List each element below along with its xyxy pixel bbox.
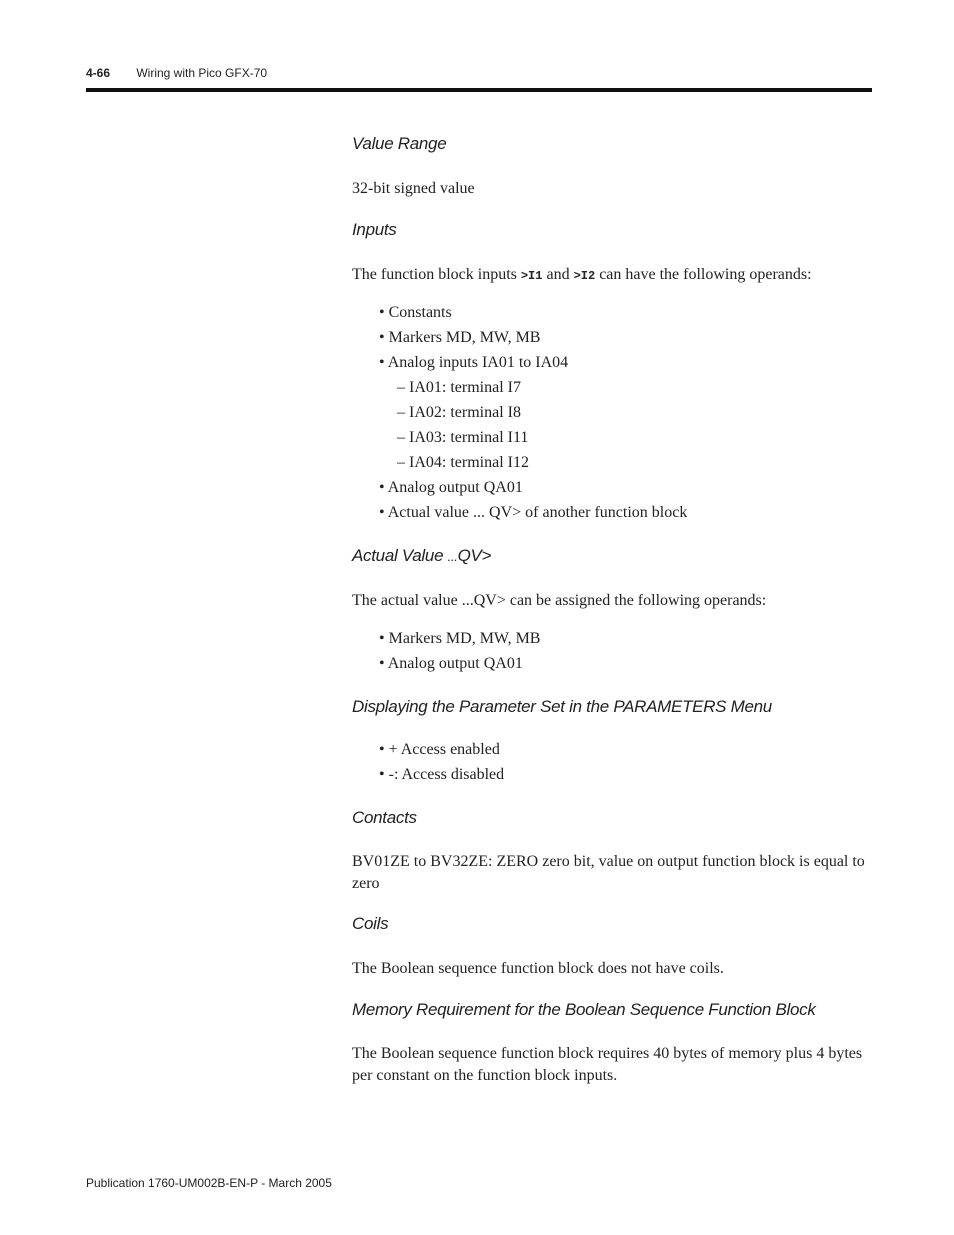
input-code-i1: >I1: [520, 269, 543, 283]
input-code-i2: >I2: [573, 269, 596, 283]
page-header: [86, 66, 267, 80]
list-item: • Constants: [379, 304, 452, 321]
header-rule: [86, 88, 872, 92]
section-heading-contacts: Contacts: [352, 808, 417, 827]
bullet-icon: •: [379, 504, 385, 521]
sub-list-item: – IA03: terminal I11: [397, 429, 529, 446]
page-number: 4-66: [86, 66, 111, 80]
inputs-intro-b: and: [542, 266, 574, 283]
bullet-icon: •: [379, 655, 385, 672]
sub-list-item: – IA01: terminal I7: [397, 379, 521, 396]
coils-text: The Boolean sequence function block does not have coils.: [352, 960, 724, 977]
dash-icon: –: [397, 379, 405, 396]
memory-text: The Boolean sequence function block requires 40 bytes of memory plus 4 bytes per constant on the function block inputs.: [352, 1045, 863, 1084]
section-heading-coils: Coils: [352, 914, 389, 933]
dash-icon: –: [397, 429, 405, 446]
inputs-intro: [352, 264, 812, 287]
section-heading-inputs: Inputs: [352, 220, 397, 239]
list-item: • -: Access disabled: [379, 766, 505, 783]
section-heading-value-range: Value Range: [352, 134, 447, 153]
chapter-title: Wiring with Pico GFX-70: [136, 66, 268, 80]
list-item: • + Access enabled: [379, 741, 500, 758]
actual-value-text: The actual value ...QV> can be assigned the following operands:: [352, 592, 767, 609]
inputs-intro-c: can have the following operands:: [595, 266, 812, 283]
list-item: • Analog output QA01: [379, 655, 523, 672]
bullet-icon: •: [379, 766, 385, 783]
dash-icon: –: [397, 454, 405, 471]
dash-icon: –: [397, 404, 405, 421]
value-range-text: 32-bit signed value: [352, 180, 475, 197]
contacts-text: BV01ZE to BV32ZE: ZERO zero bit, value on output function block is equal to zero: [352, 853, 865, 892]
sub-list-item: – IA04: terminal I12: [397, 454, 529, 471]
sub-list-item: – IA02: terminal I8: [397, 404, 521, 421]
bullet-icon: •: [379, 741, 385, 758]
bullet-icon: •: [379, 329, 385, 346]
section-heading-parameters: Displaying the Parameter Set in the PARAMETERS Menu: [352, 697, 772, 716]
section-heading-memory: Memory Requirement for the Boolean Sequence Function Block: [352, 1000, 816, 1019]
bullet-icon: •: [379, 304, 385, 321]
list-item: • Markers MD, MW, MB: [379, 329, 541, 346]
bullet-icon: •: [379, 354, 385, 371]
inputs-intro-a: The function block inputs: [352, 266, 521, 283]
list-item: • Analog output QA01: [379, 479, 523, 496]
bullet-icon: •: [379, 479, 385, 496]
list-item: • Markers MD, MW, MB: [379, 630, 541, 647]
section-heading-actual-value: Actual Value ...QV>: [352, 546, 492, 565]
list-item: • Actual value ... QV> of another function block: [379, 504, 688, 521]
bullet-icon: •: [379, 630, 385, 647]
page-footer: Publication 1760-UM002B-EN-P - March 2005: [86, 1176, 332, 1190]
list-item: • Analog inputs IA01 to IA04: [379, 354, 569, 371]
